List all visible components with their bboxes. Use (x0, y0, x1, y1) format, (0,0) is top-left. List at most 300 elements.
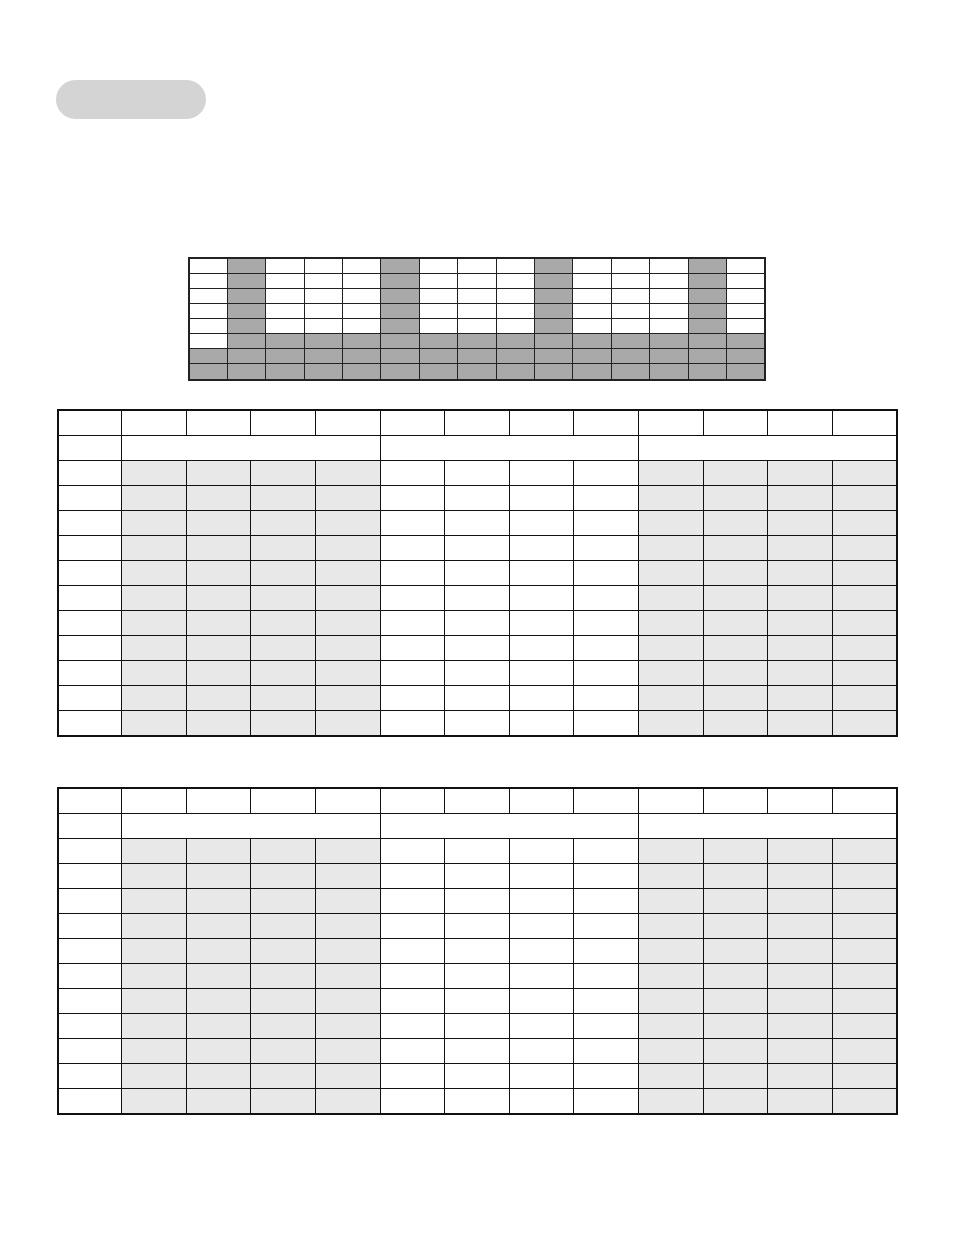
grid-cell (574, 461, 639, 486)
grid-cell (639, 1039, 704, 1064)
small-grid-cell (343, 334, 381, 349)
small-grid-cell (343, 258, 381, 274)
grid-cell (768, 611, 833, 636)
grid-cell (251, 611, 316, 636)
grid-cell (509, 914, 574, 939)
grid-cell (445, 661, 510, 686)
grid-cell (832, 914, 897, 939)
grid-cell (186, 964, 251, 989)
grid-cell (509, 889, 574, 914)
row-label-cell (58, 839, 122, 864)
grid-cell (380, 461, 445, 486)
row-label-cell (58, 661, 122, 686)
grid-cell (768, 964, 833, 989)
grid-cell (768, 889, 833, 914)
small-grid-cell (419, 274, 457, 289)
grid-cell (186, 864, 251, 889)
grid-cell (768, 586, 833, 611)
grid-cell (703, 611, 768, 636)
grid-cell (768, 536, 833, 561)
small-grid-cell (381, 319, 419, 334)
small-grid-cell (227, 289, 265, 304)
grid-cell (639, 661, 704, 686)
row-label-cell (58, 814, 122, 839)
grid-cell (574, 914, 639, 939)
grid-cell (832, 864, 897, 889)
grid-cell (768, 661, 833, 686)
small-grid-cell (688, 364, 726, 381)
grid-cell (639, 788, 704, 814)
grid-cell (703, 1014, 768, 1039)
grid-cell (703, 511, 768, 536)
grid-cell (380, 914, 445, 939)
grid-row (58, 1014, 897, 1039)
small-grid-cell (496, 258, 534, 274)
grid-cell (186, 611, 251, 636)
grid-cell (122, 486, 187, 511)
grid-cell (768, 839, 833, 864)
grid-cell (768, 914, 833, 939)
grid-cell (122, 939, 187, 964)
grid-cell (251, 461, 316, 486)
grid-cell (703, 536, 768, 561)
small-grid-row (189, 304, 765, 319)
row-label-cell (58, 410, 122, 436)
small-grid-cell (496, 319, 534, 334)
grid-cell (639, 889, 704, 914)
grid-cell (574, 410, 639, 436)
row-label-cell (58, 1039, 122, 1064)
small-grid-cell (611, 334, 649, 349)
grid-cell (445, 914, 510, 939)
grid-cell (122, 686, 187, 711)
small-grid-cell (343, 319, 381, 334)
small-grid-cell (611, 274, 649, 289)
grid-cell (768, 561, 833, 586)
small-grid-cell (650, 334, 688, 349)
small-grid-cell (266, 364, 304, 381)
grid-cell (574, 889, 639, 914)
grid-row (58, 410, 897, 436)
grid-cell (703, 864, 768, 889)
grid-cell (251, 939, 316, 964)
grid-cell (703, 1039, 768, 1064)
small-grid-cell (496, 304, 534, 319)
small-grid-cell (266, 319, 304, 334)
grid-cell (445, 1014, 510, 1039)
grid-cell (445, 686, 510, 711)
grid-cell (509, 536, 574, 561)
grid-cell (380, 788, 445, 814)
grid-row (58, 889, 897, 914)
grid-cell (703, 586, 768, 611)
grid-cell (315, 1089, 380, 1115)
grid-cell (639, 839, 704, 864)
row-label-cell (58, 536, 122, 561)
grid-row (58, 511, 897, 536)
small-grid-cell (381, 334, 419, 349)
small-grid-cell (304, 304, 342, 319)
grid-cell (315, 586, 380, 611)
grid-cell (380, 486, 445, 511)
small-grid-cell (304, 349, 342, 364)
grid-cell (315, 561, 380, 586)
grid-cell (251, 914, 316, 939)
row-label-cell (58, 611, 122, 636)
row-label-cell (58, 914, 122, 939)
grid-cell (832, 686, 897, 711)
grid-cell (315, 1014, 380, 1039)
grid-cell (380, 964, 445, 989)
grid-cell (251, 636, 316, 661)
grid-row (58, 661, 897, 686)
small-grid-cell (381, 274, 419, 289)
grid-cell (703, 1089, 768, 1115)
row-label-cell (58, 636, 122, 661)
grid-cell (703, 964, 768, 989)
grid-cell (639, 686, 704, 711)
row-label-cell (58, 586, 122, 611)
small-grid-cell (535, 349, 573, 364)
grid-cell (122, 989, 187, 1014)
small-grid-row (189, 274, 765, 289)
grid-cell (703, 788, 768, 814)
small-grid-cell (419, 304, 457, 319)
grid-cell (380, 611, 445, 636)
grid-cell (574, 686, 639, 711)
small-grid-cell (227, 364, 265, 381)
small-grid-cell (650, 364, 688, 381)
grid-cell (445, 611, 510, 636)
grid-cell (574, 1039, 639, 1064)
row-label-cell (58, 889, 122, 914)
grid-cell (574, 964, 639, 989)
grid-cell (768, 1089, 833, 1115)
small-grid-cell (419, 349, 457, 364)
grid-cell (122, 711, 187, 737)
grid-cell (509, 939, 574, 964)
grid-cell (509, 511, 574, 536)
small-grid-cell (726, 258, 765, 274)
small-grid-cell (419, 364, 457, 381)
small-grid-cell (726, 334, 765, 349)
small-grid-row (189, 334, 765, 349)
row-label-cell (58, 1014, 122, 1039)
grid-cell (380, 1039, 445, 1064)
grid-cell (509, 686, 574, 711)
grid-cell (574, 989, 639, 1014)
small-grid-cell (189, 258, 227, 274)
grid-cell (122, 1089, 187, 1115)
grid-cell (380, 1089, 445, 1115)
small-grid-cell (381, 289, 419, 304)
grid-row (58, 461, 897, 486)
grid-cell (639, 1089, 704, 1115)
grid-cell (768, 686, 833, 711)
grid-cell (445, 711, 510, 737)
grid-cell (639, 410, 704, 436)
grid-cell (509, 1064, 574, 1089)
small-grid-cell (304, 364, 342, 381)
small-grid-cell (266, 304, 304, 319)
grid-cell (509, 461, 574, 486)
grid-cell (315, 964, 380, 989)
grid-cell (832, 1014, 897, 1039)
grid-cell (122, 1014, 187, 1039)
grid-cell (832, 586, 897, 611)
small-grid-cell (535, 304, 573, 319)
small-grid-cell (650, 304, 688, 319)
grid-cell (251, 586, 316, 611)
small-grid-cell (343, 364, 381, 381)
small-grid-cell (496, 289, 534, 304)
grid-cell (186, 1039, 251, 1064)
grid-cell (832, 989, 897, 1014)
grid-row (58, 914, 897, 939)
grid-cell (315, 711, 380, 737)
grid-cell (509, 864, 574, 889)
grid-cell (832, 939, 897, 964)
small-grid-cell (726, 274, 765, 289)
small-grid-cell (227, 334, 265, 349)
section-label-pill (56, 80, 206, 119)
grid-cell (509, 486, 574, 511)
grid-cell (315, 661, 380, 686)
grid-cell (251, 1064, 316, 1089)
small-grid-row (189, 319, 765, 334)
small-grid-cell (381, 304, 419, 319)
grid-cell (380, 839, 445, 864)
small-grid-cell (266, 274, 304, 289)
grid-cell (509, 711, 574, 737)
grid-row (58, 989, 897, 1014)
small-grid-cell (573, 258, 611, 274)
grid-cell (509, 1089, 574, 1115)
grid-cell (315, 864, 380, 889)
grid-cell (186, 636, 251, 661)
grid-cell (509, 636, 574, 661)
grid-row (58, 486, 897, 511)
grid-cell (445, 839, 510, 864)
grid-cell (832, 561, 897, 586)
small-grid-cell (266, 349, 304, 364)
small-grid-cell (458, 334, 496, 349)
grid-cell (639, 964, 704, 989)
grid-cell (703, 939, 768, 964)
grid-cell (703, 839, 768, 864)
grid-cell (186, 788, 251, 814)
row-label-cell (58, 964, 122, 989)
grid-cell (639, 1064, 704, 1089)
grid-cell (768, 939, 833, 964)
grid-cell (574, 636, 639, 661)
small-grid-cell (266, 289, 304, 304)
grid-cell (186, 511, 251, 536)
grid-cell (315, 788, 380, 814)
grid-cell (832, 839, 897, 864)
grid-cell (832, 410, 897, 436)
small-grid-cell (650, 258, 688, 274)
grid-cell (574, 486, 639, 511)
grid-cell (639, 611, 704, 636)
grid-cell (832, 711, 897, 737)
small-grid-cell (458, 274, 496, 289)
small-grid-cell (458, 319, 496, 334)
grid-cell (509, 661, 574, 686)
grid-cell (315, 889, 380, 914)
grid-cell (122, 1064, 187, 1089)
grid-cell (186, 686, 251, 711)
grid-cell (639, 636, 704, 661)
small-grid-cell (458, 364, 496, 381)
grid-cell (380, 864, 445, 889)
grid-cell (251, 1039, 316, 1064)
grid-cell (186, 711, 251, 737)
grid-cell (574, 864, 639, 889)
grid-cell (251, 1014, 316, 1039)
small-grid-cell (650, 274, 688, 289)
grid-cell (251, 889, 316, 914)
grid-row (58, 611, 897, 636)
grid-cell (639, 939, 704, 964)
grid-cell (768, 636, 833, 661)
grid-cell (445, 461, 510, 486)
grid-cell (703, 661, 768, 686)
group-header-cell (122, 436, 381, 461)
small-grid-cell (726, 289, 765, 304)
row-label-cell (58, 864, 122, 889)
row-label-cell (58, 1064, 122, 1089)
grid-cell (380, 889, 445, 914)
small-grid-cell (496, 364, 534, 381)
grid-cell (445, 486, 510, 511)
grid-cell (639, 914, 704, 939)
small-grid-cell (189, 304, 227, 319)
small-grid-cell (611, 364, 649, 381)
row-label-cell (58, 989, 122, 1014)
grid-cell (445, 939, 510, 964)
grid-cell (380, 561, 445, 586)
small-grid-cell (688, 349, 726, 364)
small-grid-cell (419, 289, 457, 304)
group-header-cell (122, 814, 381, 839)
grid-cell (832, 636, 897, 661)
grid-cell (768, 1039, 833, 1064)
grid-cell (186, 839, 251, 864)
small-grid-cell (304, 258, 342, 274)
small-grid-row (189, 349, 765, 364)
grid-cell (251, 839, 316, 864)
small-grid-cell (227, 304, 265, 319)
grid-cell (768, 864, 833, 889)
small-grid-cell (189, 289, 227, 304)
grid-cell (315, 1039, 380, 1064)
grid-cell (122, 864, 187, 889)
grid-cell (703, 410, 768, 436)
grid-cell (186, 561, 251, 586)
small-grid-row (189, 289, 765, 304)
grid-row (58, 939, 897, 964)
grid-cell (251, 486, 316, 511)
grid-cell (832, 964, 897, 989)
small-grid-cell (535, 289, 573, 304)
grid-cell (574, 1014, 639, 1039)
grid-cell (509, 788, 574, 814)
group-header-cell (380, 814, 639, 839)
grid-cell (380, 511, 445, 536)
grid-row (58, 436, 897, 461)
small-grid-cell (535, 364, 573, 381)
grid-cell (445, 788, 510, 814)
grid-cell (380, 711, 445, 737)
grid-cell (509, 1014, 574, 1039)
grid-cell (639, 1014, 704, 1039)
grid-cell (768, 486, 833, 511)
grid-cell (380, 1064, 445, 1089)
grid-cell (703, 914, 768, 939)
grid-cell (315, 839, 380, 864)
grid-cell (251, 788, 316, 814)
grid-cell (639, 989, 704, 1014)
grid-cell (445, 410, 510, 436)
grid-cell (186, 461, 251, 486)
grid-cell (574, 788, 639, 814)
small-grid-cell (535, 319, 573, 334)
grid-cell (445, 511, 510, 536)
grid-cell (186, 914, 251, 939)
grid-cell (639, 561, 704, 586)
grid-cell (832, 661, 897, 686)
grid-cell (445, 1064, 510, 1089)
grid-cell (315, 486, 380, 511)
grid-cell (639, 486, 704, 511)
small-grid-cell (189, 364, 227, 381)
small-grid-cell (573, 364, 611, 381)
grid-cell (315, 989, 380, 1014)
grid-cell (574, 511, 639, 536)
grid-cell (380, 1014, 445, 1039)
grid-cell (251, 1089, 316, 1115)
grid-cell (639, 586, 704, 611)
grid-cell (251, 989, 316, 1014)
small-grid-cell (227, 319, 265, 334)
grid-cell (251, 410, 316, 436)
small-grid-cell (688, 258, 726, 274)
small-grid-cell (496, 349, 534, 364)
grid-cell (639, 864, 704, 889)
small-grid-cell (343, 274, 381, 289)
grid-cell (832, 889, 897, 914)
grid-cell (315, 636, 380, 661)
grid-cell (122, 889, 187, 914)
row-label-cell (58, 1089, 122, 1115)
grid-cell (315, 461, 380, 486)
row-label-cell (58, 561, 122, 586)
small-grid-cell (688, 334, 726, 349)
small-grid-cell (688, 289, 726, 304)
grid-cell (122, 1039, 187, 1064)
small-grid-cell (189, 274, 227, 289)
grid-cell (574, 561, 639, 586)
grid-cell (122, 511, 187, 536)
group-header-cell (639, 814, 898, 839)
grid-cell (832, 1089, 897, 1115)
grid-cell (315, 536, 380, 561)
grid-cell (315, 914, 380, 939)
grid-cell (251, 536, 316, 561)
grid-cell (639, 461, 704, 486)
grid-cell (315, 1064, 380, 1089)
